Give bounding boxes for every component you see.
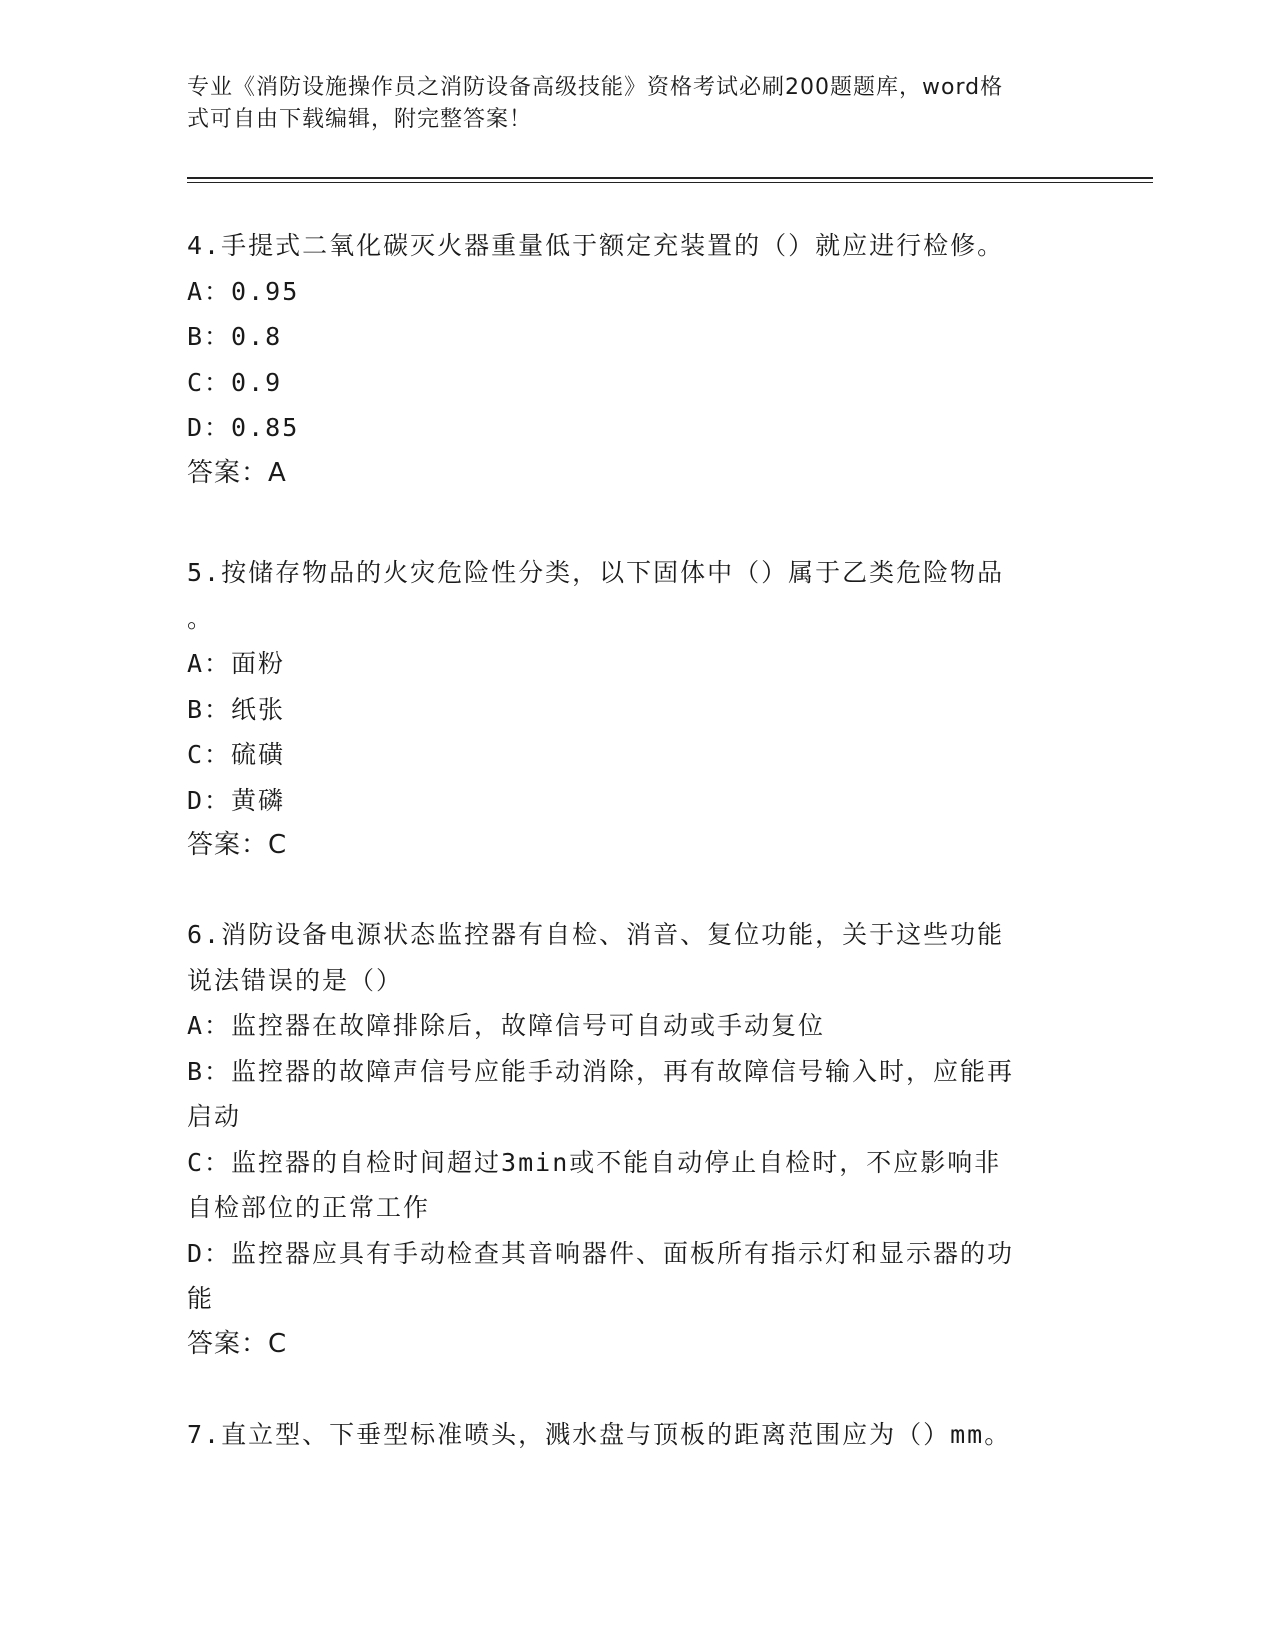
- question-stem-continued: 。: [187, 603, 215, 633]
- answer-label: 答案：A: [187, 457, 287, 488]
- option-b-continued: 启动: [187, 1102, 242, 1131]
- question-stem: 7.直立型、下垂型标准喷头，溅水盘与顶板的距离范围应为（）mm。: [187, 1420, 1012, 1449]
- question-5: [187, 550, 1067, 869]
- question-6: [187, 912, 1067, 1367]
- header-line-2: 式可自由下载编辑，附完整答案！: [187, 107, 533, 132]
- question-stem: 6.消防设备电源状态监控器有自检、消音、复位功能，关于这些功能: [187, 920, 1005, 949]
- option-c: C：0.9: [187, 367, 283, 397]
- option-c: C：监控器的自检时间超过3min或不能自动停止自检时，不应影响非: [187, 1147, 1002, 1177]
- header-divider-thick: [187, 177, 1153, 179]
- option-b: B：纸张: [187, 694, 286, 724]
- question-4: [187, 223, 1067, 496]
- answer-label: 答案：C: [187, 830, 288, 860]
- document-header: [187, 72, 1067, 136]
- header-divider-thin: [187, 182, 1153, 183]
- option-b: B：0.8: [187, 322, 283, 351]
- question-stem: 5.按储存物品的火灾危险性分类，以下固体中（）属于乙类危险物品: [187, 558, 1005, 587]
- option-c-continued: 自检部位的正常工作: [187, 1193, 431, 1222]
- answer-label: 答案：C: [187, 1328, 288, 1359]
- option-d: D：0.85: [187, 413, 300, 442]
- question-stem: 4.手提式二氧化碳灭火器重量低于额定充装置的（）就应进行检修。: [187, 231, 1005, 260]
- question-7: [187, 1412, 1067, 1458]
- option-c: C：硫磺: [187, 740, 286, 769]
- option-a: A：监控器在故障排除后，故障信号可自动或手动复位: [187, 1011, 826, 1040]
- option-d: D：黄磷: [187, 785, 286, 815]
- option-b: B：监控器的故障声信号应能手动消除，再有故障信号输入时，应能再: [187, 1056, 1015, 1086]
- option-a: A：面粉: [187, 649, 286, 678]
- option-d: D：监控器应具有手动检查其音响器件、面板所有指示灯和显示器的功: [187, 1238, 1015, 1268]
- option-d-continued: 能: [187, 1284, 215, 1313]
- header-line-1: 专业《消防设施操作员之消防设备高级技能》资格考试必刷200题题库，word格: [187, 75, 1004, 100]
- option-a: A：0.95: [187, 276, 300, 306]
- question-stem-continued: 说法错误的是（）: [187, 965, 404, 995]
